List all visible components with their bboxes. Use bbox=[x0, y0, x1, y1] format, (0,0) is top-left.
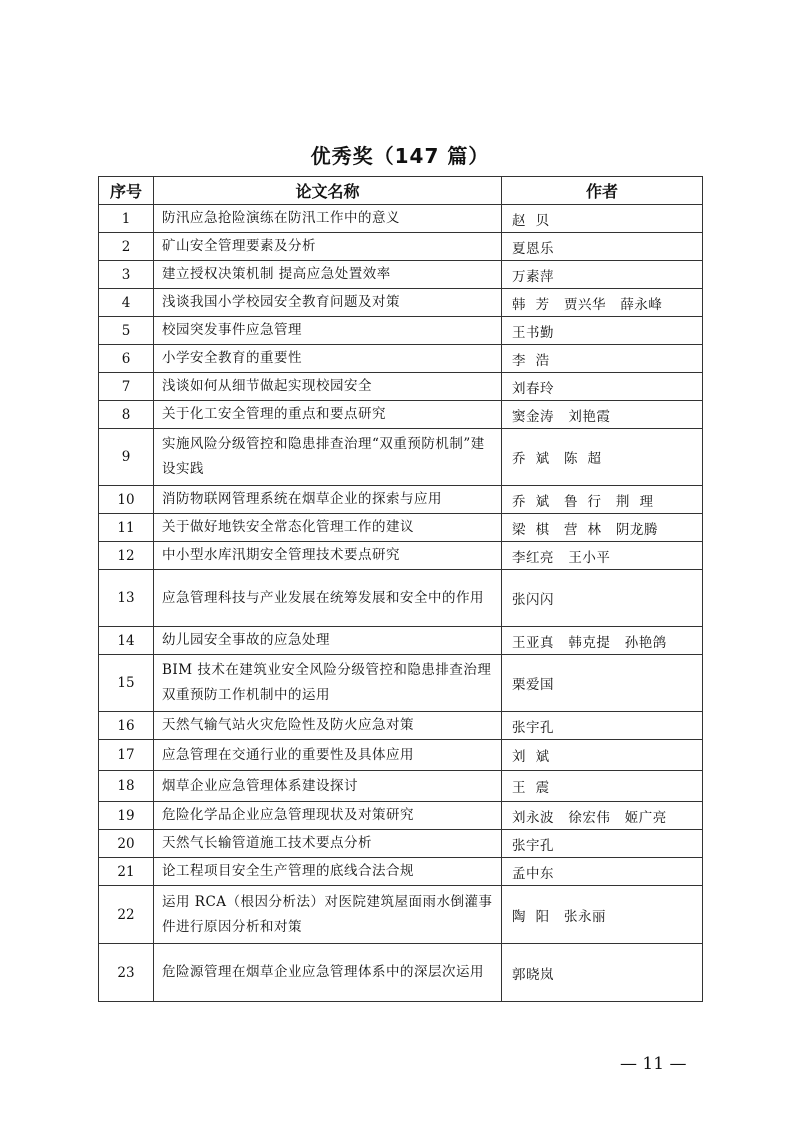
row-number: 19 bbox=[99, 802, 154, 830]
paper-title: 防汛应急抢险演练在防汛工作中的意义 bbox=[154, 205, 502, 233]
table-row bbox=[99, 486, 703, 514]
table-header-row bbox=[99, 177, 703, 205]
table-row bbox=[99, 655, 703, 712]
row-number: 21 bbox=[99, 858, 154, 886]
row-number: 12 bbox=[99, 542, 154, 570]
award-table bbox=[98, 176, 703, 1002]
table-row bbox=[99, 740, 703, 771]
authors: 李红亮 王小平 bbox=[502, 542, 703, 570]
paper-title: 危险源管理在烟草企业应急管理体系中的深层次运用 bbox=[154, 944, 502, 1002]
table-row bbox=[99, 233, 703, 261]
authors: 刘春玲 bbox=[502, 373, 703, 401]
paper-title: 矿山安全管理要素及分析 bbox=[154, 233, 502, 261]
table-row bbox=[99, 317, 703, 345]
paper-title: 烟草企业应急管理体系建设探讨 bbox=[154, 771, 502, 802]
authors: 张闪闪 bbox=[502, 570, 703, 627]
row-number: 14 bbox=[99, 627, 154, 655]
authors: 李 浩 bbox=[502, 345, 703, 373]
paper-title: 天然气输气站火灾危险性及防火应急对策 bbox=[154, 712, 502, 740]
paper-title: BIM 技术在建筑业安全风险分级管控和隐患排查治理双重预防工作机制中的运用 bbox=[154, 655, 502, 712]
table-row bbox=[99, 261, 703, 289]
row-number: 3 bbox=[99, 261, 154, 289]
table-row bbox=[99, 401, 703, 429]
paper-title: 天然气长输管道施工技术要点分析 bbox=[154, 830, 502, 858]
row-number: 8 bbox=[99, 401, 154, 429]
table-row bbox=[99, 345, 703, 373]
authors: 窦金涛 刘艳霞 bbox=[502, 401, 703, 429]
authors: 王书勤 bbox=[502, 317, 703, 345]
authors: 张宇孔 bbox=[502, 712, 703, 740]
section-title: 优秀奖（147 篇） bbox=[310, 144, 490, 168]
table-row bbox=[99, 429, 703, 486]
authors: 万素萍 bbox=[502, 261, 703, 289]
row-number: 11 bbox=[99, 514, 154, 542]
header-paper-title: 论文名称 bbox=[154, 177, 502, 205]
authors: 夏恩乐 bbox=[502, 233, 703, 261]
table-row bbox=[99, 205, 703, 233]
row-number: 20 bbox=[99, 830, 154, 858]
paper-title: 论工程项目安全生产管理的底线合法合规 bbox=[154, 858, 502, 886]
row-number: 23 bbox=[99, 944, 154, 1002]
authors: 乔 斌 鲁 行 荆 理 bbox=[502, 486, 703, 514]
authors: 张宇孔 bbox=[502, 830, 703, 858]
paper-title: 关于化工安全管理的重点和要点研究 bbox=[154, 401, 502, 429]
row-number: 6 bbox=[99, 345, 154, 373]
row-number: 13 bbox=[99, 570, 154, 627]
row-number: 17 bbox=[99, 740, 154, 771]
authors: 王亚真 韩克提 孙艳鸽 bbox=[502, 627, 703, 655]
paper-title: 运用 RCA（根因分析法）对医院建筑屋面雨水倒灌事件进行原因分析和对策 bbox=[154, 886, 502, 944]
table-row bbox=[99, 514, 703, 542]
paper-title: 幼儿园安全事故的应急处理 bbox=[154, 627, 502, 655]
row-number: 16 bbox=[99, 712, 154, 740]
table-row bbox=[99, 944, 703, 1002]
row-number: 7 bbox=[99, 373, 154, 401]
paper-title: 关于做好地铁安全常态化管理工作的建议 bbox=[154, 514, 502, 542]
paper-title: 浅谈我国小学校园安全教育问题及对策 bbox=[154, 289, 502, 317]
row-number: 9 bbox=[99, 429, 154, 486]
table-row bbox=[99, 886, 703, 944]
authors: 郭晓岚 bbox=[502, 944, 703, 1002]
table-row bbox=[99, 830, 703, 858]
table-row bbox=[99, 542, 703, 570]
table-row bbox=[99, 802, 703, 830]
paper-title: 危险化学品企业应急管理现状及对策研究 bbox=[154, 802, 502, 830]
authors: 孟中东 bbox=[502, 858, 703, 886]
table-row bbox=[99, 373, 703, 401]
authors: 刘 斌 bbox=[502, 740, 703, 771]
header-author: 作者 bbox=[502, 177, 703, 205]
row-number: 10 bbox=[99, 486, 154, 514]
authors: 陶 阳 张永丽 bbox=[502, 886, 703, 944]
row-number: 4 bbox=[99, 289, 154, 317]
paper-title: 消防物联网管理系统在烟草企业的探索与应用 bbox=[154, 486, 502, 514]
paper-title: 小学安全教育的重要性 bbox=[154, 345, 502, 373]
authors: 栗爱国 bbox=[502, 655, 703, 712]
authors: 韩 芳 贾兴华 薛永峰 bbox=[502, 289, 703, 317]
row-number: 18 bbox=[99, 771, 154, 802]
paper-title: 浅谈如何从细节做起实现校园安全 bbox=[154, 373, 502, 401]
table-row bbox=[99, 712, 703, 740]
page-number: — 11 — bbox=[620, 1054, 687, 1074]
header-number: 序号 bbox=[99, 177, 154, 205]
paper-title: 应急管理科技与产业发展在统筹发展和安全中的作用 bbox=[154, 570, 502, 627]
table-row bbox=[99, 771, 703, 802]
paper-title: 校园突发事件应急管理 bbox=[154, 317, 502, 345]
authors: 王 震 bbox=[502, 771, 703, 802]
row-number: 2 bbox=[99, 233, 154, 261]
row-number: 15 bbox=[99, 655, 154, 712]
table-row bbox=[99, 858, 703, 886]
paper-title: 中小型水库汛期安全管理技术要点研究 bbox=[154, 542, 502, 570]
table-row bbox=[99, 289, 703, 317]
table-row bbox=[99, 627, 703, 655]
row-number: 5 bbox=[99, 317, 154, 345]
authors: 刘永波 徐宏伟 姬广亮 bbox=[502, 802, 703, 830]
table-row bbox=[99, 570, 703, 627]
row-number: 22 bbox=[99, 886, 154, 944]
paper-title: 建立授权决策机制 提高应急处置效率 bbox=[154, 261, 502, 289]
table-body bbox=[99, 205, 703, 1002]
authors: 赵 贝 bbox=[502, 205, 703, 233]
authors: 梁 棋 营 林 阴龙腾 bbox=[502, 514, 703, 542]
paper-title: 应急管理在交通行业的重要性及具体应用 bbox=[154, 740, 502, 771]
paper-title: 实施风险分级管控和隐患排查治理“双重预防机制”建设实践 bbox=[154, 429, 502, 486]
row-number: 1 bbox=[99, 205, 154, 233]
authors: 乔 斌 陈 超 bbox=[502, 429, 703, 486]
